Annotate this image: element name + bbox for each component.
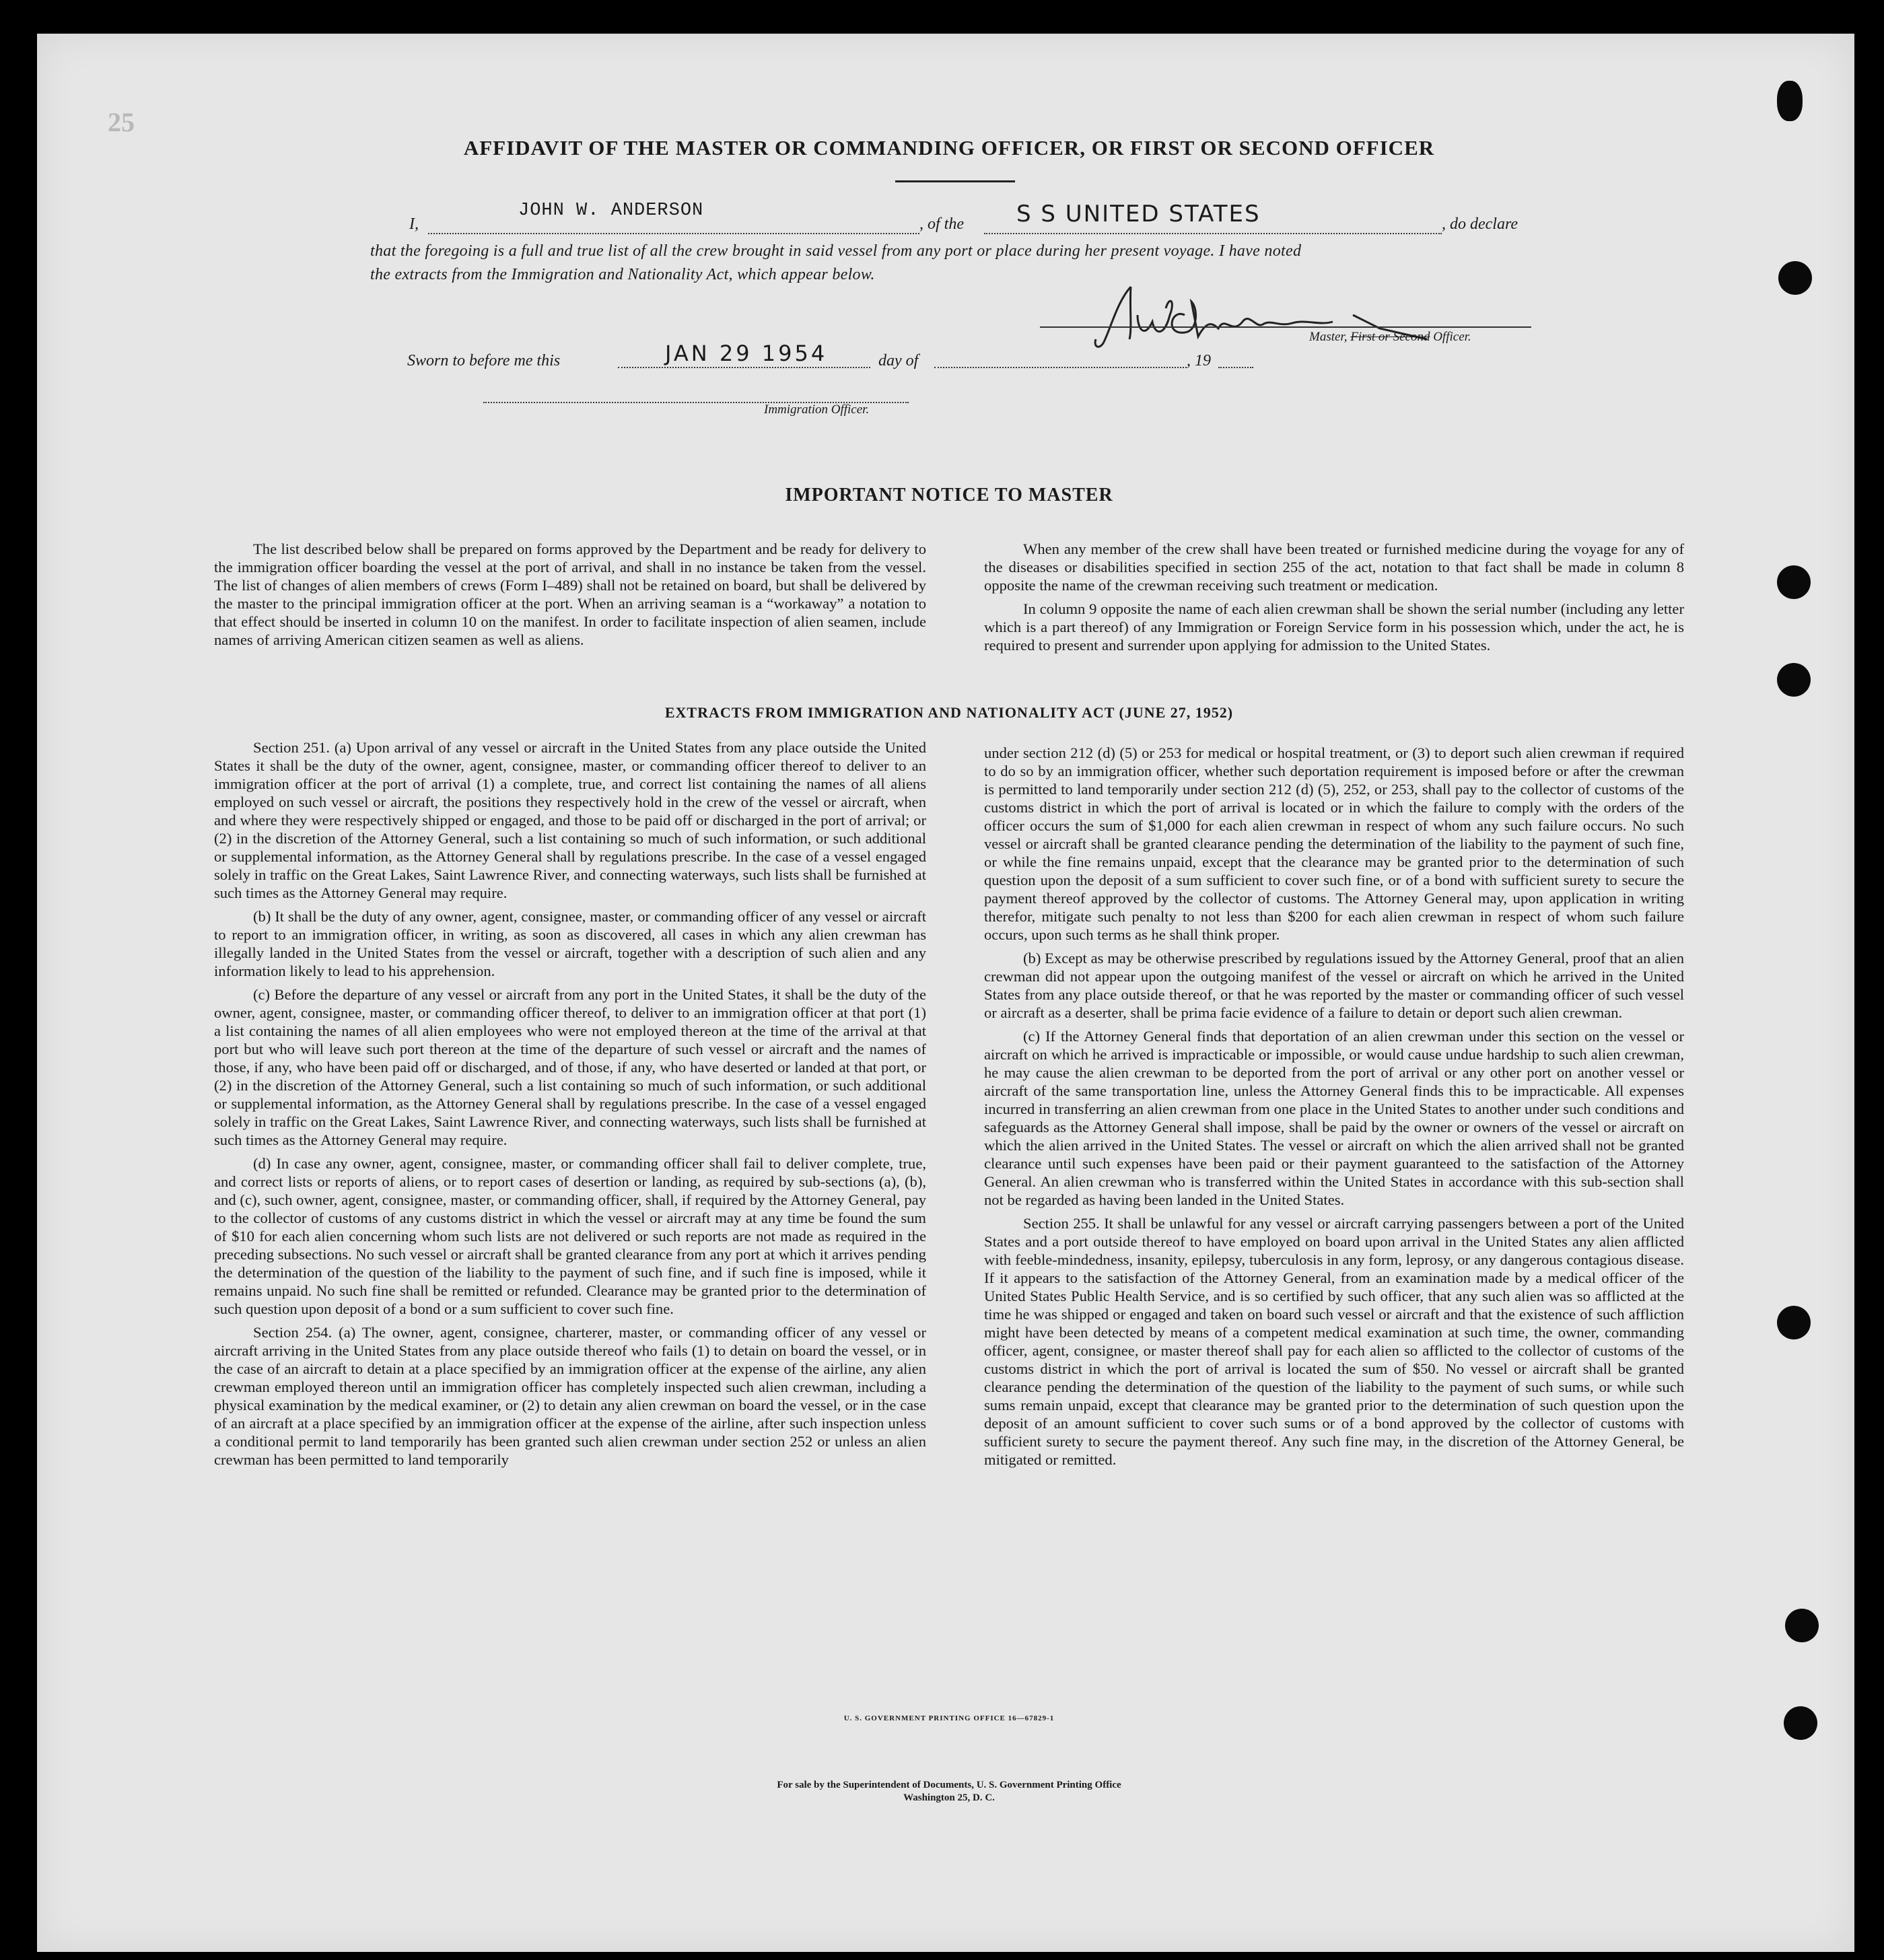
immigration-officer-caption: Immigration Officer. — [764, 403, 870, 417]
extracts-right-column — [984, 744, 1684, 1474]
sale-line-2: Washington 25, D. C. — [903, 1792, 995, 1803]
punch-hole — [1777, 663, 1811, 697]
section-254-b: (b) Except as may be otherwise prescribed by regulations issued by the Attorney General, proof that an alien crewman did not appear upon the outgoing manifest of the vessel or aircraft on which he arrived in the United States from any place outside thereof, or that he was reported by the master or commanding officer of such vessel or aircraft as a deserter, shall be prima facie evidence of a failure to detain or deport such alien crewman. — [984, 950, 1684, 1021]
punch-hole — [1784, 1706, 1817, 1740]
sworn-label: Sworn to before me this — [407, 352, 561, 370]
notice-left-column — [214, 540, 926, 654]
punch-hole — [1777, 565, 1811, 599]
sworn-date-line — [618, 367, 870, 368]
name-line — [428, 233, 919, 234]
section-251-a: Section 251. (a) Upon arrival of any vessel or aircraft in the United States from any place outside the United States it shall be the duty of the owner, agent, consignee, master, or commanding officer thereof to deliver to an immigration officer at the port of arrival (1) a complete, true, and correct list containing the names of all aliens employed on such vessel or aircraft, the positions they respectively hold in the crew of the vessel or aircraft, when and where they were respectively shipped or engaged, and those to be paid off or discharged in the port of arrival; or (2) in the discretion of the Attorney General, such a list containing so much of such information, or such additional or supplemental information, as the Attorney General shall by regulations prescribe. In the case of a vessel engaged solely in traffic on the Great Lakes, Saint Lawrence River, and connecting waterways, such lists shall be furnished at such times as the Attorney General may require. — [214, 739, 926, 901]
notice-title: IMPORTANT NOTICE TO MASTER — [785, 485, 1113, 505]
punch-hole — [1785, 1609, 1819, 1642]
of-the-label: , of the — [919, 215, 964, 233]
section-255: Section 255. It shall be unlawful for any vessel or aircraft carrying passengers between a port of the United States and a port outside thereof to have employed on board upon arrival in the United States any alien afflicted with feeble-mindedness, insanity, epilepsy, tuberculosis in any form, leprosy, or any dangerous contagious disease. If it appears to the satisfaction of the Attorney General, from an examination made by a medical officer of the United States Public Health Service, and is so certified by such officer, that any such alien was so afflicted at the time he was shipped or engaged and taken on board such vessel or aircraft and that the existence of such affliction might have been detected by means of a competent medical examination at such time, the owner, commanding officer, agent, consignee, or master thereof shall pay for each alien so afflicted to the collector of customs of the customs district in which the port of arrival is located the sum of $50. No vessel or aircraft shall be granted clearance pending the determination of the question of the liability to the payment of such sums, or while such sums remain unpaid, except that clearance may be granted prior to the determination of such question upon the deposit of an amount sufficient to cover such sums or of a bond approved by the collector of customs with sufficient surety to secure the payment thereof. Any such fine may, in the discretion of the Attorney General, be mitigated or remitted. — [984, 1215, 1684, 1468]
declaration-line-1: that the foregoing is a full and true list of all the crew brought in said vessel from any port or place during her present voyage. I have noted — [370, 242, 1302, 260]
margin-page-number: 25 — [108, 107, 135, 137]
sale-notice — [0, 1779, 1884, 1805]
year-label: , 19 — [1187, 352, 1211, 370]
extracts-title: EXTRACTS FROM IMMIGRATION AND NATIONALITY ACT (JUNE 27, 1952) — [664, 704, 1234, 721]
master-caption-suffix: Officer. — [1430, 330, 1471, 344]
punch-hole — [1777, 81, 1803, 121]
printing-office-line: U. S. GOVERNMENT PRINTING OFFICE 16—67829-1 — [843, 1714, 1055, 1722]
section-254-a: Section 254. (a) The owner, agent, consignee, charterer, master, or commanding officer of any vessel or aircraft arriving in the United States from any place outside thereof who fails (1) to detain on board the vessel, or in the case of an aircraft to detain at a place specified by an immigration officer at the expense of the airline, any alien crewman employed thereon until an immigration officer has completely inspected such alien crewman, including a physical examination by the medical examiner, or (2) to detain any alien crewman on board the vessel, or in the case of an aircraft at a place specified by an immigration officer at the expense of the airline, after such inspection unless a conditional permit to land temporarily has been granted such alien crewman under section 252 or unless an alien crewman has been permitted to land temporarily — [214, 1324, 926, 1468]
do-declare-label: , do declare — [1442, 215, 1519, 233]
notice-left-paragraph: The list described below shall be prepared on forms approved by the Department and be ready for delivery to the immigration officer boarding the vessel at the port of arrival, and shall in no instance be taken from the vessel. The list of changes of alien members of crews (Form I–489) shall not be retained on board, but shall be delivered by the master to the principal immigration officer at the port. When an arriving seaman is a “workaway” a notation to that effect should be inserted in column 10 on the manifest. In order to facilitate inspection of alien seamen, include names of arriving American citizen seamen as well as aliens. — [214, 540, 926, 648]
month-line — [934, 367, 1187, 368]
i-label: I, — [409, 215, 419, 233]
section-251-b: (b) It shall be the duty of any owner, agent, consignee, master, or commanding officer of any vessel or aircraft to report to an immigration officer, in writing, as soon as discovered, all cases in which any alien crewman has illegally landed in the United States from the vessel or aircraft, together with a description of such alien and any information likely to lead to his apprehension. — [214, 908, 926, 979]
affidavit-title: AFFIDAVIT OF THE MASTER OR COMMANDING OFFICER, OR FIRST OR SECOND OFFICER — [463, 136, 1435, 160]
master-caption-prefix: Master, — [1309, 330, 1351, 344]
title-rule — [895, 180, 1015, 182]
section-251-c: (c) Before the departure of any vessel or aircraft from any port in the United States, it shall be the duty of the owner, agent, consignee, master, or commanding officer thereof, to deliver to an immigration officer at that port (1) a list containing the names of all alien employees who were not employed thereon at the time of the arrival at that port but who will leave such port thereon at the time of the departure of such vessel or aircraft and the names of those, if any, who have been paid off or discharged, and of those, if any, who have deserted or landed at that port, or (2) in the discretion of the Attorney General, such a list containing so much of such information, or such additional or supplemental information, as the Attorney General shall by regulations prescribe. In the case of a vessel engaged solely in traffic on the Great Lakes, Saint Lawrence River, and connecting waterways, such lists shall be furnished at such times as the Attorney General may require. — [214, 986, 926, 1148]
day-of-label: day of — [878, 352, 919, 370]
punch-hole — [1778, 261, 1812, 295]
sworn-date: JAN 29 1954 — [665, 341, 828, 366]
master-sign-line — [1040, 326, 1531, 328]
section-251-d: (d) In case any owner, agent, consignee, master, or commanding officer shall fail to deliver complete, true, and correct lists or reports of aliens, or to report cases of desertion or landing, as required by sub-sections (a), (b), and (c), such owner, agent, consignee, master, or commanding officer, shall, if required by the Attorney General, pay to the collector of customs of any customs district in which the vessel or aircraft may at any time be found the sum of $10 for each alien concerning whom such lists are not delivered or such reports are not made as required in the preceding subsections. No such vessel or aircraft shall be granted clearance from any port at which it arrives pending the determination of the question of the liability to the payment of such fine, and if such fine is imposed, while it remains unpaid. No such fine shall be remitted or refunded. Clearance may be granted prior to the determination of such question upon deposit of a bond or a sum sufficient to cover such fine. — [214, 1155, 926, 1317]
vessel-name: S S UNITED STATES — [1016, 201, 1261, 228]
vessel-line — [984, 233, 1442, 234]
section-254-c: (c) If the Attorney General finds that deportation of an alien crewman under this section on the vessel or aircraft on which he arrived is impracticable or impossible, or would cause undue hardship to such alien crewman, he may cause the alien crewman to be deported from the port of arrival or any other port on another vessel or aircraft of the same transportation line, unless the Attorney General finds this to be impracticable. All expenses incurred in transferring an alien crewman from one place in the United States to another under such conditions and safeguards as the Attorney General shall impose, shall be paid by the owner or owners of the vessel or aircraft on which the alien arrived in the United States. The vessel or aircraft on which the alien arrived shall not be granted clearance until such expenses have been paid or their payment guaranteed to the satisfaction of the Attorney General. An alien crewman who is transferred within the United States in accordance with this sub-section shall not be regarded as having been landed in the United States. — [984, 1028, 1684, 1208]
section-254-a-cont: under section 212 (d) (5) or 253 for medical or hospital treatment, or (3) to deport such alien crewman if required to do so by an immigration officer, whether such deportation requirement is imposed before or after the crewman is permitted to land temporarily under section 212 (d) (5), 252, or 253, shall pay to the collector of customs of the customs district in which the port of arrival is located or in which the failure to comply with the orders of the officer occurs the sum of $1,000 for each alien crewman in respect of whom any such failure occurs. No such vessel or aircraft shall be granted clearance pending the determination of the liability to the payment of such fine, or while the fine remains unpaid, except that the clearance may be granted prior to the determination of such question upon the deposit of a sum sufficient to cover such fine, or of a bond with sufficient surety to secure the payment thereof approved by the collector of customs. The Attorney General may, upon application in writing therefor, mitigate such penalty to not less than $200 for each alien crewman in respect of whom such failure occurs, upon such terms as he shall think proper. — [984, 744, 1684, 943]
declaration-line-2: the extracts from the Immigration and Nationality Act, which appear below. — [370, 266, 875, 283]
master-signature — [1090, 275, 1467, 362]
notice-right-column — [984, 540, 1684, 660]
punch-hole — [1777, 1306, 1811, 1339]
year-line — [1218, 367, 1253, 368]
master-caption — [1309, 330, 1471, 345]
master-caption-struck: First or Second — [1350, 330, 1430, 344]
notice-right-paragraph-1: When any member of the crew shall have been treated or furnished medicine during the voyage for any of the diseases or disabilities specified in section 255 of the act, notation to that fact shall be made in column 8 opposite the name of the crewman receiving such treatment or medication. — [984, 540, 1684, 594]
extracts-left-column — [214, 738, 926, 1474]
declarant-name: JOHN W. ANDERSON — [518, 201, 704, 221]
sale-line-1: For sale by the Superintendent of Documents, U. S. Government Printing Office — [777, 1780, 1121, 1790]
notice-right-paragraph-2: In column 9 opposite the name of each alien crewman shall be shown the serial number (including any letter which is a part thereof) of any Immigration or Foreign Service form in his possession which, under the act, he is required to present and surrender upon applying for admission to the United States. — [984, 600, 1684, 654]
